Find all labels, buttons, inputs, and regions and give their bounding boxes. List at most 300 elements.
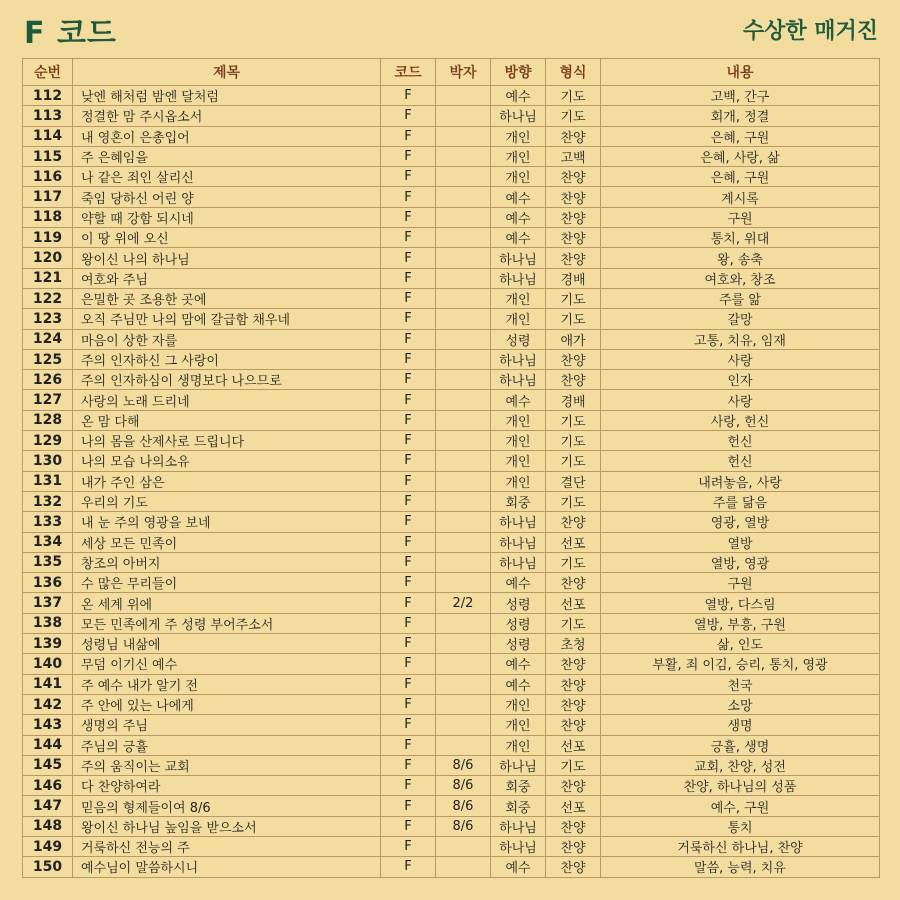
song-beat: 8/6 xyxy=(436,776,491,796)
song-code: F xyxy=(381,776,436,796)
song-code: F xyxy=(381,715,436,735)
song-title: 주님의 긍휼 xyxy=(73,735,381,755)
song-title: 예수님이 말씀하시니 xyxy=(73,857,381,877)
song-title: 거룩하신 전능의 주 xyxy=(73,836,381,856)
song-content: 구원 xyxy=(601,207,880,227)
song-number: 116 xyxy=(23,167,73,187)
song-beat xyxy=(436,552,491,572)
song-code: F xyxy=(381,288,436,308)
song-number: 136 xyxy=(23,573,73,593)
table-row xyxy=(23,451,880,471)
song-title: 나의 모습 나의소유 xyxy=(73,451,381,471)
song-content: 고백, 간구 xyxy=(601,86,880,106)
song-direction: 성령 xyxy=(491,329,546,349)
song-form: 찬양 xyxy=(546,370,601,390)
song-code: F xyxy=(381,187,436,207)
song-form: 기도 xyxy=(546,86,601,106)
table-header-row xyxy=(23,59,880,86)
song-beat xyxy=(436,491,491,511)
song-title: 내 눈 주의 영광을 보네 xyxy=(73,512,381,532)
song-form: 찬양 xyxy=(546,857,601,877)
table-row xyxy=(23,654,880,674)
song-number: 118 xyxy=(23,207,73,227)
song-form: 애가 xyxy=(546,329,601,349)
song-number: 147 xyxy=(23,796,73,816)
song-direction: 개인 xyxy=(491,694,546,714)
song-form: 찬양 xyxy=(546,349,601,369)
song-code: F xyxy=(381,309,436,329)
song-beat xyxy=(436,735,491,755)
song-content: 찬양, 하나님의 성품 xyxy=(601,776,880,796)
song-form: 기도 xyxy=(546,613,601,633)
song-number: 144 xyxy=(23,735,73,755)
song-code: F xyxy=(381,86,436,106)
song-code: F xyxy=(381,613,436,633)
song-title: 주의 움직이는 교회 xyxy=(73,755,381,775)
song-direction: 개인 xyxy=(491,471,546,491)
song-direction: 하나님 xyxy=(491,836,546,856)
table-row xyxy=(23,329,880,349)
table-row xyxy=(23,167,880,187)
song-beat xyxy=(436,370,491,390)
table-row xyxy=(23,268,880,288)
song-content: 사랑 xyxy=(601,349,880,369)
song-content: 내려놓음, 사랑 xyxy=(601,471,880,491)
song-form: 선포 xyxy=(546,796,601,816)
song-number: 142 xyxy=(23,694,73,714)
table-row xyxy=(23,512,880,532)
song-title: 주의 인자하심이 생명보다 나으므로 xyxy=(73,370,381,390)
table-row xyxy=(23,735,880,755)
song-direction: 개인 xyxy=(491,167,546,187)
song-content: 계시록 xyxy=(601,187,880,207)
song-code: F xyxy=(381,390,436,410)
song-beat xyxy=(436,451,491,471)
song-content: 부활, 죄 이김, 승리, 통치, 영광 xyxy=(601,654,880,674)
song-content: 말씀, 능력, 치유 xyxy=(601,857,880,877)
table-row xyxy=(23,370,880,390)
table-row xyxy=(23,288,880,308)
song-beat: 2/2 xyxy=(436,593,491,613)
song-code: F xyxy=(381,248,436,268)
song-number: 128 xyxy=(23,410,73,430)
song-title: 마음이 상한 자를 xyxy=(73,329,381,349)
song-direction: 하나님 xyxy=(491,532,546,552)
song-content: 헌신 xyxy=(601,451,880,471)
song-content: 은혜, 구원 xyxy=(601,167,880,187)
song-beat xyxy=(436,126,491,146)
table-row xyxy=(23,106,880,126)
table-row xyxy=(23,126,880,146)
song-code: F xyxy=(381,755,436,775)
song-beat: 8/6 xyxy=(436,755,491,775)
song-form: 기도 xyxy=(546,410,601,430)
song-direction: 예수 xyxy=(491,654,546,674)
song-beat xyxy=(436,167,491,187)
table-row xyxy=(23,248,880,268)
song-direction: 회중 xyxy=(491,491,546,511)
song-beat xyxy=(436,471,491,491)
song-title: 나 같은 죄인 살리신 xyxy=(73,167,381,187)
song-number: 126 xyxy=(23,370,73,390)
song-code: F xyxy=(381,552,436,572)
song-direction: 하나님 xyxy=(491,106,546,126)
column-header-beat: 박자 xyxy=(436,59,491,86)
song-code: F xyxy=(381,735,436,755)
song-form: 기도 xyxy=(546,309,601,329)
song-form: 초청 xyxy=(546,634,601,654)
song-title: 여호와 주님 xyxy=(73,268,381,288)
song-beat xyxy=(436,410,491,430)
song-number: 150 xyxy=(23,857,73,877)
song-content: 회개, 정결 xyxy=(601,106,880,126)
song-number: 140 xyxy=(23,654,73,674)
song-form: 찬양 xyxy=(546,187,601,207)
song-beat xyxy=(436,329,491,349)
song-number: 141 xyxy=(23,674,73,694)
song-title: 창조의 아버지 xyxy=(73,552,381,572)
song-code: F xyxy=(381,836,436,856)
song-content: 영광, 열방 xyxy=(601,512,880,532)
song-direction: 예수 xyxy=(491,674,546,694)
song-content: 소망 xyxy=(601,694,880,714)
song-title: 이 땅 위에 오신 xyxy=(73,228,381,248)
song-beat xyxy=(436,309,491,329)
song-number: 138 xyxy=(23,613,73,633)
column-header-content: 내용 xyxy=(601,59,880,86)
song-form: 찬양 xyxy=(546,816,601,836)
song-content: 예수, 구원 xyxy=(601,796,880,816)
song-form: 기도 xyxy=(546,755,601,775)
song-title: 정결한 맘 주시옵소서 xyxy=(73,106,381,126)
song-direction: 하나님 xyxy=(491,370,546,390)
song-content: 사랑 xyxy=(601,390,880,410)
song-direction: 성령 xyxy=(491,613,546,633)
song-content: 갈망 xyxy=(601,309,880,329)
song-direction: 하나님 xyxy=(491,816,546,836)
song-content: 여호와, 창조 xyxy=(601,268,880,288)
song-title: 주 은혜임을 xyxy=(73,146,381,166)
table-row xyxy=(23,694,880,714)
song-beat xyxy=(436,228,491,248)
song-direction: 예수 xyxy=(491,86,546,106)
table-row xyxy=(23,491,880,511)
song-content: 주를 닮음 xyxy=(601,491,880,511)
song-title: 주 안에 있는 나에게 xyxy=(73,694,381,714)
song-number: 129 xyxy=(23,431,73,451)
song-code: F xyxy=(381,451,436,471)
song-form: 고백 xyxy=(546,146,601,166)
song-code: F xyxy=(381,573,436,593)
song-code: F xyxy=(381,349,436,369)
song-form: 찬양 xyxy=(546,573,601,593)
song-code: F xyxy=(381,431,436,451)
song-beat xyxy=(436,715,491,735)
song-content: 거룩하신 하나님, 찬양 xyxy=(601,836,880,856)
song-title: 모든 민족에게 주 성령 부어주소서 xyxy=(73,613,381,633)
song-form: 찬양 xyxy=(546,674,601,694)
song-number: 148 xyxy=(23,816,73,836)
song-number: 149 xyxy=(23,836,73,856)
song-form: 결단 xyxy=(546,471,601,491)
song-content: 열방 xyxy=(601,532,880,552)
song-form: 선포 xyxy=(546,735,601,755)
song-beat xyxy=(436,512,491,532)
song-beat: 8/6 xyxy=(436,816,491,836)
song-form: 기도 xyxy=(546,288,601,308)
song-number: 135 xyxy=(23,552,73,572)
song-number: 112 xyxy=(23,86,73,106)
table-body xyxy=(23,86,880,878)
song-content: 통치 xyxy=(601,816,880,836)
song-number: 121 xyxy=(23,268,73,288)
song-number: 133 xyxy=(23,512,73,532)
song-code: F xyxy=(381,106,436,126)
song-beat xyxy=(436,106,491,126)
table-row xyxy=(23,207,880,227)
table-row xyxy=(23,857,880,877)
song-direction: 개인 xyxy=(491,715,546,735)
song-direction: 예수 xyxy=(491,573,546,593)
song-beat xyxy=(436,573,491,593)
song-number: 130 xyxy=(23,451,73,471)
song-code: F xyxy=(381,146,436,166)
song-form: 찬양 xyxy=(546,167,601,187)
song-beat: 8/6 xyxy=(436,796,491,816)
song-title: 주 예수 내가 알기 전 xyxy=(73,674,381,694)
song-content: 교회, 찬양, 성전 xyxy=(601,755,880,775)
song-direction: 하나님 xyxy=(491,512,546,532)
song-number: 134 xyxy=(23,532,73,552)
song-direction: 하나님 xyxy=(491,349,546,369)
song-code: F xyxy=(381,268,436,288)
song-table xyxy=(22,58,880,878)
table-row xyxy=(23,86,880,106)
song-number: 139 xyxy=(23,634,73,654)
song-code: F xyxy=(381,471,436,491)
song-title: 무덤 이기신 예수 xyxy=(73,654,381,674)
song-title: 세상 모든 민족이 xyxy=(73,532,381,552)
song-number: 127 xyxy=(23,390,73,410)
song-code: F xyxy=(381,634,436,654)
song-code: F xyxy=(381,674,436,694)
table-row xyxy=(23,349,880,369)
song-title: 성령님 내삶에 xyxy=(73,634,381,654)
table-row xyxy=(23,816,880,836)
song-content: 열방, 부흥, 구원 xyxy=(601,613,880,633)
song-direction: 개인 xyxy=(491,288,546,308)
table-row xyxy=(23,431,880,451)
song-direction: 예수 xyxy=(491,228,546,248)
column-header-title: 제목 xyxy=(73,59,381,86)
song-number: 124 xyxy=(23,329,73,349)
song-form: 기도 xyxy=(546,491,601,511)
song-code: F xyxy=(381,329,436,349)
song-form: 찬양 xyxy=(546,694,601,714)
song-direction: 예수 xyxy=(491,187,546,207)
song-beat xyxy=(436,654,491,674)
song-beat xyxy=(436,268,491,288)
song-content: 사랑, 헌신 xyxy=(601,410,880,430)
song-form: 경배 xyxy=(546,268,601,288)
song-direction: 예수 xyxy=(491,390,546,410)
table-row xyxy=(23,715,880,735)
song-form: 찬양 xyxy=(546,654,601,674)
song-direction: 예수 xyxy=(491,207,546,227)
song-beat xyxy=(436,146,491,166)
song-form: 찬양 xyxy=(546,126,601,146)
song-title: 사랑의 노래 드리네 xyxy=(73,390,381,410)
song-number: 145 xyxy=(23,755,73,775)
table-row xyxy=(23,228,880,248)
song-code: F xyxy=(381,694,436,714)
song-title: 죽임 당하신 어린 양 xyxy=(73,187,381,207)
song-form: 기도 xyxy=(546,552,601,572)
song-form: 찬양 xyxy=(546,207,601,227)
song-beat xyxy=(436,532,491,552)
song-code: F xyxy=(381,491,436,511)
table-row xyxy=(23,836,880,856)
song-code: F xyxy=(381,126,436,146)
song-form: 찬양 xyxy=(546,776,601,796)
table-row xyxy=(23,573,880,593)
song-number: 146 xyxy=(23,776,73,796)
brand-name: 수상한 매거진 xyxy=(742,19,878,44)
song-code: F xyxy=(381,816,436,836)
song-beat xyxy=(436,390,491,410)
song-number: 125 xyxy=(23,349,73,369)
song-number: 113 xyxy=(23,106,73,126)
song-title: 다 찬양하여라 xyxy=(73,776,381,796)
song-title: 오직 주님만 나의 맘에 갈급함 채우네 xyxy=(73,309,381,329)
song-content: 생명 xyxy=(601,715,880,735)
song-beat xyxy=(436,634,491,654)
song-content: 인자 xyxy=(601,370,880,390)
table-row xyxy=(23,776,880,796)
table-row xyxy=(23,796,880,816)
song-title: 약할 때 강함 되시네 xyxy=(73,207,381,227)
song-beat xyxy=(436,288,491,308)
song-content: 열방, 다스림 xyxy=(601,593,880,613)
song-title: 온 세계 위에 xyxy=(73,593,381,613)
song-content: 열방, 영광 xyxy=(601,552,880,572)
table-row xyxy=(23,471,880,491)
song-form: 찬양 xyxy=(546,836,601,856)
song-content: 왕, 송축 xyxy=(601,248,880,268)
song-title: 우리의 기도 xyxy=(73,491,381,511)
table-row xyxy=(23,309,880,329)
song-code: F xyxy=(381,167,436,187)
song-number: 115 xyxy=(23,146,73,166)
song-beat xyxy=(436,431,491,451)
song-direction: 개인 xyxy=(491,146,546,166)
page-header xyxy=(0,0,900,56)
song-title: 왕이신 나의 하나님 xyxy=(73,248,381,268)
song-number: 143 xyxy=(23,715,73,735)
page-title: F 코드 xyxy=(24,16,117,51)
song-form: 기도 xyxy=(546,451,601,471)
song-direction: 개인 xyxy=(491,410,546,430)
song-beat xyxy=(436,187,491,207)
song-title: 믿음의 형제들이여 8/6 xyxy=(73,796,381,816)
song-direction: 하나님 xyxy=(491,268,546,288)
song-direction: 개인 xyxy=(491,735,546,755)
column-header-number: 순번 xyxy=(23,59,73,86)
song-code: F xyxy=(381,796,436,816)
song-direction: 회중 xyxy=(491,796,546,816)
song-beat xyxy=(436,349,491,369)
song-code: F xyxy=(381,228,436,248)
song-title: 수 많은 무리들이 xyxy=(73,573,381,593)
song-number: 122 xyxy=(23,288,73,308)
song-number: 132 xyxy=(23,491,73,511)
song-direction: 개인 xyxy=(491,451,546,471)
song-form: 선포 xyxy=(546,532,601,552)
song-beat xyxy=(436,836,491,856)
song-form: 찬양 xyxy=(546,248,601,268)
table-row xyxy=(23,146,880,166)
song-beat xyxy=(436,248,491,268)
song-number: 137 xyxy=(23,593,73,613)
song-number: 119 xyxy=(23,228,73,248)
table-row xyxy=(23,674,880,694)
song-number: 114 xyxy=(23,126,73,146)
song-content: 통치, 위대 xyxy=(601,228,880,248)
song-code: F xyxy=(381,857,436,877)
song-title: 온 맘 다해 xyxy=(73,410,381,430)
song-form: 찬양 xyxy=(546,512,601,532)
song-direction: 하나님 xyxy=(491,552,546,572)
song-title: 생명의 주님 xyxy=(73,715,381,735)
song-direction: 하나님 xyxy=(491,755,546,775)
song-code: F xyxy=(381,410,436,430)
song-title: 나의 몸을 산제사로 드립니다 xyxy=(73,431,381,451)
song-form: 선포 xyxy=(546,593,601,613)
song-beat xyxy=(436,207,491,227)
song-direction: 개인 xyxy=(491,309,546,329)
column-header-direction: 방향 xyxy=(491,59,546,86)
table-row xyxy=(23,593,880,613)
song-number: 120 xyxy=(23,248,73,268)
song-code: F xyxy=(381,593,436,613)
song-beat xyxy=(436,674,491,694)
table-row xyxy=(23,634,880,654)
song-direction: 하나님 xyxy=(491,248,546,268)
song-title: 낮엔 해처럼 밤엔 달처럼 xyxy=(73,86,381,106)
song-beat xyxy=(436,613,491,633)
table-row xyxy=(23,532,880,552)
song-content: 구원 xyxy=(601,573,880,593)
song-beat xyxy=(436,86,491,106)
song-content: 고통, 치유, 임재 xyxy=(601,329,880,349)
song-number: 117 xyxy=(23,187,73,207)
song-code: F xyxy=(381,512,436,532)
song-beat xyxy=(436,694,491,714)
song-direction: 개인 xyxy=(491,431,546,451)
song-form: 기도 xyxy=(546,106,601,126)
song-content: 은혜, 사랑, 삶 xyxy=(601,146,880,166)
song-content: 주를 앎 xyxy=(601,288,880,308)
table-row xyxy=(23,390,880,410)
song-direction: 회중 xyxy=(491,776,546,796)
song-code: F xyxy=(381,532,436,552)
column-header-form: 형식 xyxy=(546,59,601,86)
song-form: 찬양 xyxy=(546,228,601,248)
table-row xyxy=(23,613,880,633)
song-number: 123 xyxy=(23,309,73,329)
song-title: 은밀한 곳 조용한 곳에 xyxy=(73,288,381,308)
table-row xyxy=(23,187,880,207)
